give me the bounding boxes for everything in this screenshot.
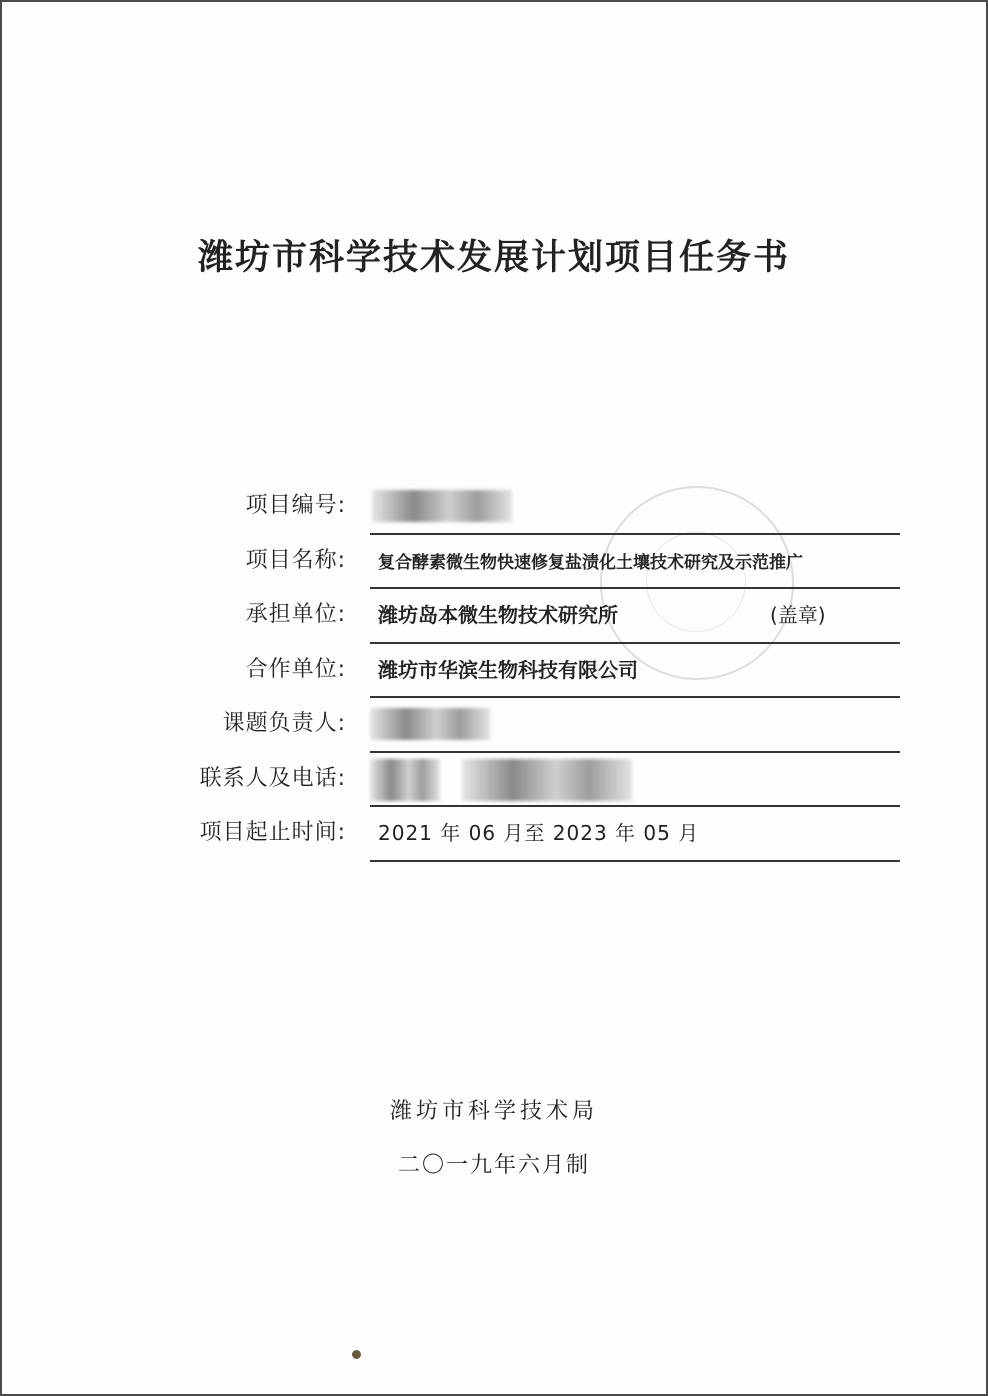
seal-note: (盖章): [770, 603, 826, 627]
project-leader-label: 课题负责人:: [222, 711, 346, 736]
issuing-authority: 潍坊市科学技术局: [389, 1099, 598, 1124]
field-undertaking-unit: [2, 589, 986, 644]
field-project-period: [2, 807, 986, 862]
issue-date: 二〇一九年六月制: [397, 1153, 590, 1178]
project-number-label: 项目编号:: [245, 493, 346, 518]
contact-phone-label: 联系人及电话:: [199, 765, 346, 791]
field-project-name: [2, 535, 986, 590]
project-period-value: 2021 年 06 月至 2023 年 05 月: [378, 821, 700, 845]
paper-mark: [352, 1350, 361, 1359]
project-info-form: [2, 480, 986, 862]
cooperating-unit-label: 合作单位:: [245, 656, 346, 682]
redacted-contact-phone: [462, 759, 632, 801]
field-project-number: [2, 480, 986, 535]
undertaking-unit-label: 承担单位:: [245, 602, 346, 627]
project-name-label: 项目名称:: [245, 547, 346, 573]
undertaking-unit-value: 潍坊岛本微生物技术研究所: [378, 603, 618, 627]
redacted-contact-name: [370, 759, 440, 801]
document-title: 潍坊市科学技术发展计划项目任务书: [197, 238, 790, 278]
field-project-leader: [2, 698, 986, 753]
cooperating-unit-value: 潍坊市华滨生物科技有限公司: [378, 657, 638, 682]
project-period-label: 项目起止时间:: [199, 820, 346, 845]
field-cooperating-unit: [2, 644, 986, 699]
field-contact-phone: [2, 753, 986, 808]
redacted-project-leader: [370, 708, 490, 740]
underline: [370, 860, 900, 862]
project-name-value: 复合酵素微生物快速修复盐渍化土壤技术研究及示范推广: [378, 552, 803, 573]
redacted-project-number: [372, 490, 512, 522]
